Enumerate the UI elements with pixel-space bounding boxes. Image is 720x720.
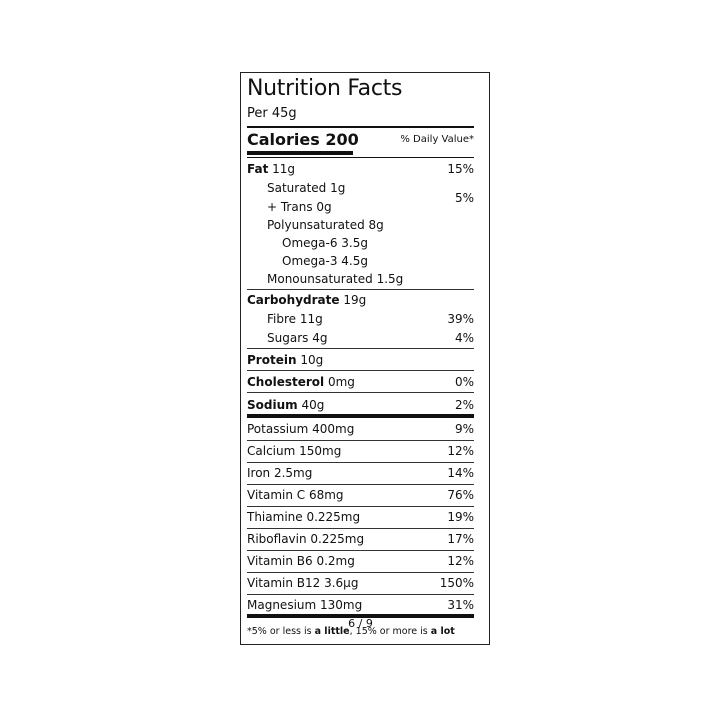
omega6-label: Omega-6 3.5g bbox=[282, 236, 368, 250]
footnote-little: a little bbox=[314, 626, 350, 637]
mineral-pct: 31% bbox=[447, 598, 474, 612]
label-title: Nutrition Facts bbox=[247, 76, 403, 101]
divider bbox=[247, 462, 474, 463]
divider bbox=[247, 594, 474, 595]
daily-value-header: % Daily Value* bbox=[400, 134, 474, 145]
protein-name: Protein bbox=[247, 353, 297, 367]
mineral-pct: 12% bbox=[447, 444, 474, 458]
sodium-row bbox=[247, 397, 474, 413]
mineral-label: Potassium 400mg bbox=[247, 422, 355, 436]
sodium-amount: 40g bbox=[297, 398, 325, 412]
cholesterol-amount: 0mg bbox=[324, 375, 355, 389]
fibre-row bbox=[247, 311, 474, 327]
saturated-label: Saturated 1g bbox=[267, 181, 346, 195]
mono-label: Monounsaturated 1.5g bbox=[267, 272, 404, 286]
divider bbox=[247, 506, 474, 507]
mineral-pct: 150% bbox=[439, 576, 474, 590]
sugars-label: Sugars 4g bbox=[267, 331, 328, 345]
page-indicator: 6 / 9 bbox=[348, 617, 373, 630]
mineral-row bbox=[247, 575, 474, 591]
mineral-label: Vitamin B6 0.2mg bbox=[247, 554, 355, 568]
mineral-pct: 14% bbox=[447, 466, 474, 480]
mineral-label: Vitamin C 68mg bbox=[247, 488, 344, 502]
fat-amount: 11g bbox=[268, 162, 296, 176]
mineral-row bbox=[247, 443, 474, 459]
mineral-row bbox=[247, 465, 474, 481]
fat-name: Fat bbox=[247, 162, 269, 176]
sugars-pct: 4% bbox=[454, 331, 474, 345]
fat-pct: 15% bbox=[447, 162, 474, 176]
mineral-pct: 9% bbox=[454, 422, 474, 436]
cholesterol-name: Cholesterol bbox=[247, 375, 325, 389]
mono-row bbox=[247, 271, 474, 287]
mineral-row bbox=[247, 597, 474, 613]
sodium-name: Sodium bbox=[247, 398, 298, 412]
mineral-label: Thiamine 0.225mg bbox=[247, 510, 361, 524]
divider bbox=[247, 289, 474, 290]
poly-row bbox=[247, 217, 474, 233]
mineral-row bbox=[247, 421, 474, 437]
footnote-part: *5% or less is bbox=[247, 626, 315, 637]
mineral-row bbox=[247, 509, 474, 525]
mineral-pct: 17% bbox=[447, 532, 474, 546]
divider bbox=[247, 484, 474, 485]
divider bbox=[247, 157, 474, 158]
calories-bar bbox=[247, 151, 353, 155]
omega6-row bbox=[247, 235, 474, 251]
divider bbox=[247, 550, 474, 551]
protein-row bbox=[247, 352, 474, 368]
sugars-row bbox=[247, 330, 474, 346]
trans-label: + Trans 0g bbox=[267, 200, 332, 214]
mineral-row bbox=[247, 487, 474, 503]
cholesterol-row bbox=[247, 374, 474, 390]
divider bbox=[247, 572, 474, 573]
nutrition-facts-label bbox=[240, 72, 490, 645]
divider bbox=[247, 392, 474, 393]
mineral-row bbox=[247, 531, 474, 547]
mineral-row bbox=[247, 553, 474, 569]
carb-name: Carbohydrate bbox=[247, 293, 340, 307]
cholesterol-pct: 0% bbox=[454, 375, 474, 389]
serving-size: Per 45g bbox=[247, 106, 297, 121]
divider bbox=[247, 126, 474, 128]
fibre-pct: 39% bbox=[447, 312, 474, 326]
divider bbox=[247, 370, 474, 371]
footnote-part: , 15% or more is bbox=[349, 626, 431, 637]
mineral-label: Iron 2.5mg bbox=[247, 466, 313, 480]
fibre-label: Fibre 11g bbox=[267, 312, 323, 326]
thick-divider bbox=[247, 414, 474, 418]
divider bbox=[247, 348, 474, 349]
poly-label: Polyunsaturated 8g bbox=[267, 218, 384, 232]
sodium-pct: 2% bbox=[454, 398, 474, 412]
carb-row bbox=[247, 292, 474, 308]
saturated-row bbox=[247, 180, 474, 196]
mineral-pct: 12% bbox=[447, 554, 474, 568]
trans-row bbox=[247, 199, 474, 215]
mineral-label: Calcium 150mg bbox=[247, 444, 342, 458]
mineral-label: Magnesium 130mg bbox=[247, 598, 363, 612]
protein-amount: 10g bbox=[296, 353, 324, 367]
carb-amount: 19g bbox=[339, 293, 367, 307]
divider bbox=[247, 528, 474, 529]
mineral-pct: 76% bbox=[447, 488, 474, 502]
omega3-row bbox=[247, 253, 474, 269]
fat-row bbox=[247, 161, 474, 177]
calories: Calories 200 bbox=[247, 130, 359, 149]
mineral-pct: 19% bbox=[447, 510, 474, 524]
mineral-label: Vitamin B12 3.6µg bbox=[247, 576, 359, 590]
mineral-label: Riboflavin 0.225mg bbox=[247, 532, 365, 546]
omega3-label: Omega-3 4.5g bbox=[282, 254, 368, 268]
footnote bbox=[247, 626, 455, 637]
divider bbox=[247, 440, 474, 441]
sat-trans-pct: 5% bbox=[454, 191, 474, 205]
footnote-lot: a lot bbox=[430, 626, 455, 637]
